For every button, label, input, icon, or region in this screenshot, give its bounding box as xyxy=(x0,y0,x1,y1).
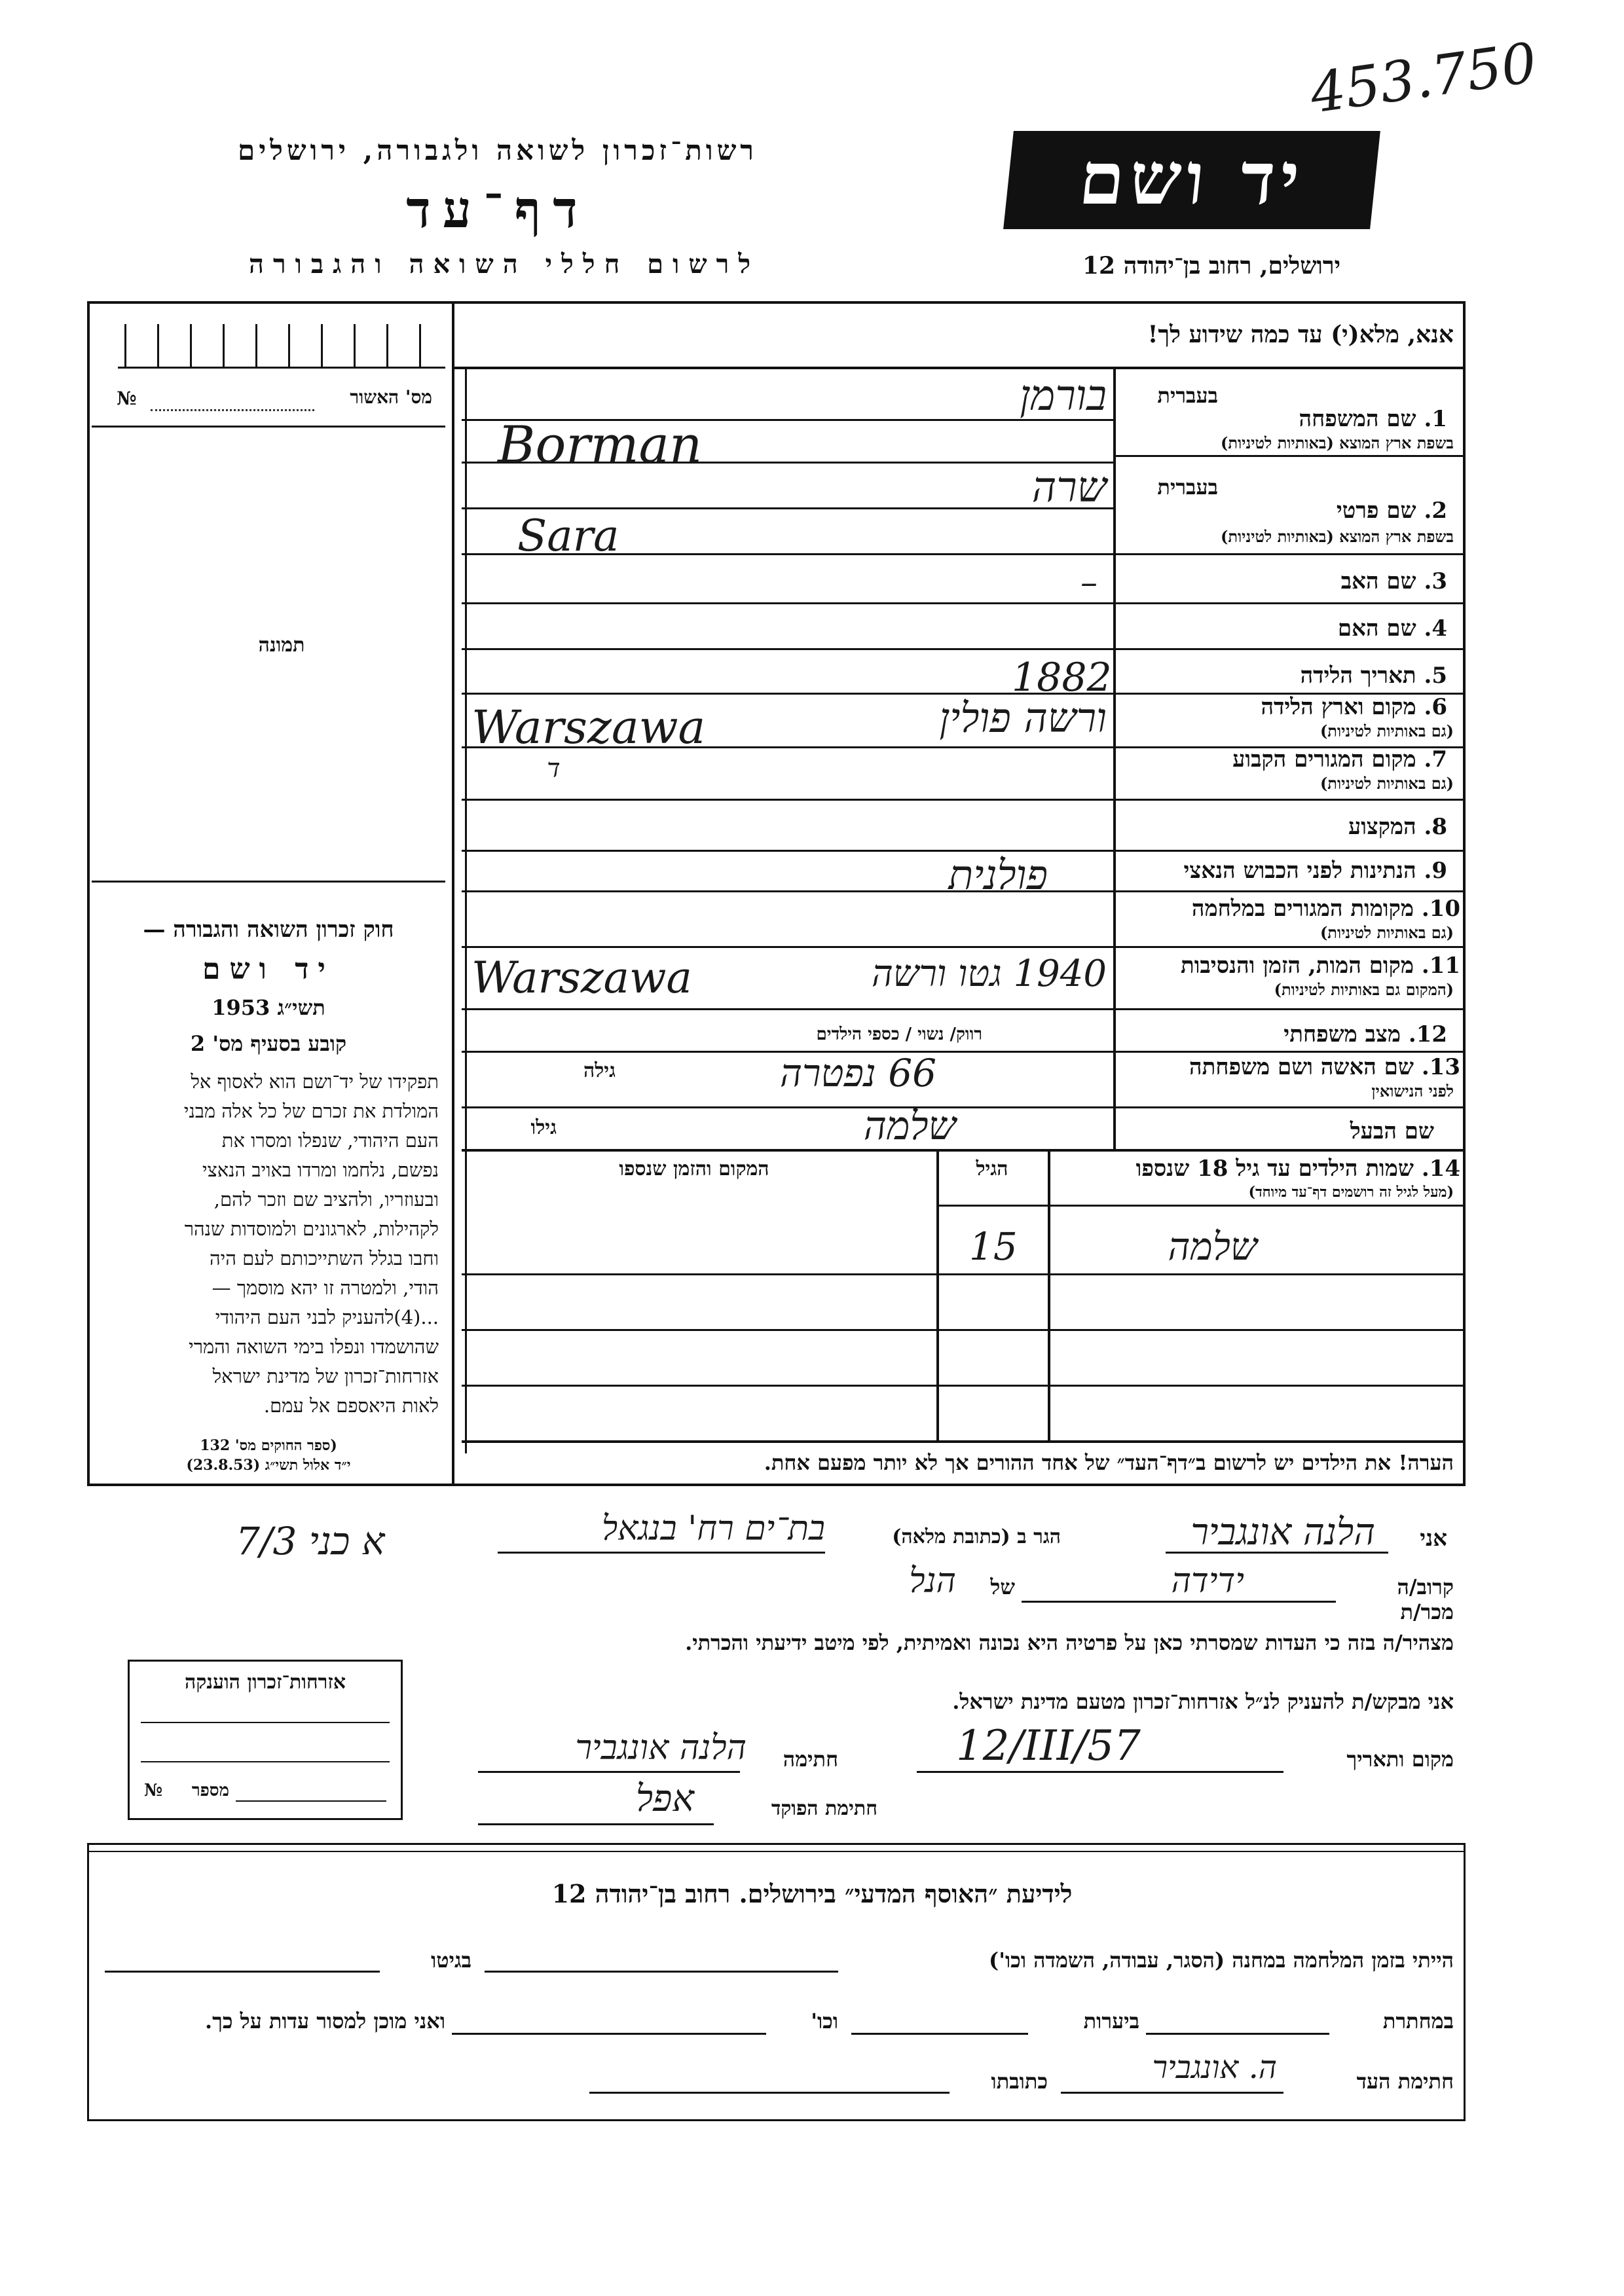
field-13-name: שם האשה ושם משפחתה xyxy=(1189,1054,1414,1080)
left-panel-inner-divider xyxy=(465,367,467,1453)
footer-willing-text: ואני מוכן למסור עדות על כך. xyxy=(204,2009,445,2033)
declarant-name[interactable]: הלנה אונגביר xyxy=(1190,1511,1375,1554)
field-12-name: מצב משפחתי xyxy=(1283,1021,1401,1048)
birth-date[interactable]: 1882 xyxy=(1012,655,1112,701)
row-line xyxy=(1113,1051,1466,1053)
signature-line xyxy=(478,1771,740,1773)
tick xyxy=(354,324,356,367)
footer-underground-label: במחתרת xyxy=(1382,2009,1454,2033)
place-date-label: מקום ותאריך xyxy=(1346,1747,1454,1772)
husband-label: שם הבעל xyxy=(1350,1118,1434,1144)
tick xyxy=(321,324,323,367)
declaration-date[interactable]: 12/III/57 xyxy=(956,1722,1141,1770)
form-instruction: אנא, מלא(י) עד כמה שידוע לך! xyxy=(1147,321,1454,348)
field-12-label xyxy=(1120,1021,1447,1048)
footer-camp-line xyxy=(485,1971,838,1973)
field-11-name: מקום המות, הזמן והנסיבות xyxy=(1180,953,1414,979)
footer-witness-signature-label: חתימת העד xyxy=(1356,2069,1454,2094)
footer-ghetto-label: בגיטו xyxy=(431,1948,471,1973)
declaration-resides: הגר ב (כתובת מלאה) xyxy=(892,1525,1061,1548)
field-8-name: המקצוע xyxy=(1348,814,1416,840)
death-place-latin[interactable]: Warszawa xyxy=(471,953,692,1003)
footer-info-title: לידיעת ״האוסף המדעי״ בירושלים. רחוב בן־יהודה 12 xyxy=(551,1879,1073,1908)
left-panel-divider xyxy=(452,301,454,1486)
child-name[interactable]: שלמה xyxy=(1168,1224,1257,1269)
photo-bottom-line xyxy=(92,881,445,883)
tick xyxy=(419,324,421,367)
row-line xyxy=(462,648,1466,650)
declarant-address[interactable]: בת־ים רח' בנגאל xyxy=(601,1509,825,1548)
field-7-num: 7. xyxy=(1424,746,1447,773)
certificate-line xyxy=(151,409,314,411)
law-line: תפקידו של יד־ושם הוא לאסוף אל xyxy=(191,1070,439,1093)
child-age[interactable]: 15 xyxy=(969,1224,1018,1269)
wife-age-label: גילה xyxy=(583,1059,616,1082)
field-10-label xyxy=(1120,896,1460,922)
field-3-label xyxy=(1120,568,1447,594)
children-row-line xyxy=(462,1385,1466,1387)
tick xyxy=(386,324,388,367)
law-title: חוק זכרון השואה והגבורה — xyxy=(143,917,394,943)
field-1-tag: בעברית xyxy=(1157,383,1218,408)
field-12-num: 12. xyxy=(1408,1021,1447,1048)
declaration-address-line xyxy=(498,1552,825,1554)
father-name[interactable]: – xyxy=(1080,563,1098,602)
surname-latin[interactable]: Borman xyxy=(498,416,703,475)
declaration-side-note: 7/א כני 3 xyxy=(236,1519,385,1563)
officer-signature[interactable]: אפל xyxy=(635,1777,694,1820)
of-label: של xyxy=(990,1575,1015,1599)
law-line: ...(4)להעניק לבני העם היהודי xyxy=(215,1306,439,1328)
birthplace-latin[interactable]: Warszawa xyxy=(471,701,706,754)
field-13-sub: לפני הנישואין xyxy=(1371,1082,1454,1101)
of-value[interactable]: הנל xyxy=(909,1561,956,1601)
ticks-base xyxy=(118,367,445,369)
footer-ghetto-line xyxy=(105,1971,380,1973)
archive-number: 453.750 xyxy=(1306,30,1541,126)
tick xyxy=(157,324,159,367)
field-7-sub: (גם באותיות לטיניות) xyxy=(1320,774,1454,793)
field-5-name: תאריך הלידה xyxy=(1300,663,1416,689)
law-line: העם היהודי, שנפלו ומסרו את xyxy=(221,1129,439,1152)
citizenship-title: אזרחות־זכרון הוענקה xyxy=(184,1671,346,1694)
citizenship-number-label: מספר xyxy=(191,1781,229,1800)
row-line xyxy=(462,1106,1466,1108)
declaration-i: אני xyxy=(1420,1525,1447,1552)
field-1-num: 1. xyxy=(1424,406,1447,432)
signature-label: חתימה xyxy=(783,1747,838,1772)
footer-etc-label: וכו' xyxy=(811,2009,838,2033)
footer-witness-signature[interactable]: ה. אונגביר xyxy=(1152,2049,1277,2086)
children-title: שמות הילדים עד גיל 18 שנספו xyxy=(1135,1156,1414,1182)
page-title: דף־עד xyxy=(406,180,589,240)
row-line xyxy=(462,602,1466,604)
footer-address-label: כתובתו xyxy=(991,2069,1048,2094)
field-3-num: 3. xyxy=(1424,568,1447,594)
instruction-underline xyxy=(452,367,1466,369)
field-5-num: 5. xyxy=(1424,663,1447,689)
tick xyxy=(223,324,225,367)
field-10-num: 10. xyxy=(1421,896,1460,922)
row-line xyxy=(462,1149,1466,1152)
law-line: לאות היאספם אל עמם. xyxy=(263,1394,439,1417)
firstname-latin[interactable]: Sara xyxy=(517,511,619,561)
children-sub: (מעל לגיל זה רושמים דף־עד מיוחד) xyxy=(1248,1184,1454,1201)
row-line xyxy=(462,946,1466,948)
footer-top-double xyxy=(87,1851,1466,1852)
children-label xyxy=(1054,1156,1460,1182)
citizenship-number-line xyxy=(236,1800,386,1802)
footer-camp-text: הייתי בזמן המלחמה במחנה (הסגר, עבודה, השמדה וכו') xyxy=(989,1948,1454,1973)
declarant-signature[interactable]: הלנה אונגביר xyxy=(575,1728,747,1768)
residence[interactable]: ד xyxy=(547,754,561,784)
field-11-num: 11. xyxy=(1421,953,1460,979)
field-13-num: 13. xyxy=(1421,1054,1460,1080)
field-1-label xyxy=(1120,406,1447,432)
field-2-tag: בעברית xyxy=(1157,475,1218,500)
field-4-name: שם האם xyxy=(1337,615,1416,642)
field-8-label xyxy=(1120,814,1447,840)
field-11-label xyxy=(1120,953,1460,979)
row-line xyxy=(1113,455,1466,457)
citizenship-line xyxy=(141,1761,390,1762)
relative-line xyxy=(1022,1601,1336,1603)
row-line xyxy=(462,799,1466,801)
marital-options: רווק/ נשוי / כספי הילדים xyxy=(816,1025,982,1044)
law-line: אזרחות־זכרון של מדינת ישראל xyxy=(212,1365,439,1387)
row-line xyxy=(1113,553,1466,555)
relative-value[interactable]: ידידה xyxy=(1171,1561,1244,1601)
surname-hebrew[interactable]: בורמן xyxy=(1020,372,1107,420)
footer-underground-line xyxy=(1146,2033,1329,2035)
nationality[interactable]: פולנית xyxy=(948,851,1048,899)
field-2-sub: בשפת ארץ המוצא (באותיות לטיניות) xyxy=(1221,527,1454,546)
footer-etc-line xyxy=(452,2033,766,2035)
law-line: וחבו בגלל השתייכותם לעם היה xyxy=(209,1247,439,1269)
children-note: הערה! את הילדים יש לרשום ב״דף־העד״ של אחד ההורים אך לא יותר מפעם אחת. xyxy=(764,1450,1454,1475)
footer-witness-line xyxy=(1061,2092,1283,2094)
cert-bottom-line xyxy=(92,426,445,428)
law-line: המולדת את זכרם של כל אלה מבני xyxy=(183,1100,439,1122)
field-6-num: 6. xyxy=(1424,694,1447,720)
field-11-sub: (המקום גם באותיות לטיניות) xyxy=(1274,980,1454,999)
field-3-name: שם האב xyxy=(1340,568,1416,594)
relative-label: קרוב/ה מכר/ת xyxy=(1397,1575,1454,1624)
children-row-line xyxy=(462,1273,1466,1275)
field-2-label xyxy=(1120,498,1447,524)
field-5-label xyxy=(1120,663,1447,689)
footer-forests-label: ביערות xyxy=(1083,2009,1139,2033)
row-line xyxy=(462,1008,1466,1010)
subtitle: לרשום חללי השואה והגבורה xyxy=(248,249,760,280)
field-7-label xyxy=(1120,746,1447,773)
yad-vashem-logo xyxy=(1003,131,1380,229)
law-reference-1: (ספר החוקים מס' 132 xyxy=(200,1437,337,1454)
law-year: תשי״ג 1953 xyxy=(212,995,325,1020)
authority-name: רשות־זכרון לשואה ולגבורה, ירושלים xyxy=(238,134,758,166)
field-6-name: מקום וארץ הלידה xyxy=(1261,694,1416,720)
firstname-hebrew[interactable]: שרה xyxy=(1031,464,1107,512)
field-4-label xyxy=(1120,615,1447,642)
law-line: לקהילות, לארגונים ולמוסדות שנהר xyxy=(184,1218,439,1240)
wife-value[interactable]: 66 נפטרה xyxy=(779,1051,936,1095)
field-1-name: שם המשפחה xyxy=(1299,406,1416,432)
field-2-name: שם פרטי xyxy=(1336,498,1416,524)
children-place-header: המקום והזמן שנספו xyxy=(619,1157,769,1180)
children-num: 14. xyxy=(1421,1156,1460,1182)
date-line xyxy=(917,1771,1283,1773)
declaration-request: אני מבקש/ת להעניק לנ״ל אזרחות־זכרון מטעם מדינת ישראל. xyxy=(952,1689,1454,1714)
label-column-divider xyxy=(1113,367,1116,1149)
declaration-statement: מצהיר/ה בזה כי העדות שמסרתי כאן על פרטיה היא נכונה ואמיתית, לפי מיטב ידיעתי והכרתי. xyxy=(685,1630,1454,1655)
law-line: ובעוזריו, ולהציב שם וזכר להם, xyxy=(213,1188,439,1211)
field-7-name: מקום המגורים הקבוע xyxy=(1232,746,1416,773)
field-1-sub: בשפת ארץ המוצא (באותיות לטיניות) xyxy=(1221,433,1454,452)
law-reference-2: י״ד אלול תשי״ג (23.8.53) xyxy=(186,1457,351,1474)
certificate-label: מס' האשור xyxy=(350,386,432,408)
field-10-name: מקומות המגורים במלחמה xyxy=(1191,896,1414,922)
certificate-no: № xyxy=(117,388,137,409)
citizenship-no: № xyxy=(144,1781,163,1800)
footer-forests-line xyxy=(851,2033,1028,2035)
field-6-label xyxy=(1120,694,1447,720)
death-place-hebrew[interactable]: 1940 גטו ורשה xyxy=(871,953,1107,995)
footer-address-line xyxy=(589,2092,950,2094)
field-9-name: הנתינות לפני הכבוש הנאצי xyxy=(1183,858,1416,884)
citizenship-line xyxy=(141,1722,390,1723)
children-age-header: הגיל xyxy=(976,1157,1008,1180)
field-8-num: 8. xyxy=(1424,814,1447,840)
institute-address: ירושלים, רחוב בן־יהודה 12 xyxy=(1082,252,1341,280)
law-clause: קובע בסעיף מס' 2 xyxy=(190,1031,347,1056)
field-9-label xyxy=(1120,858,1447,884)
officer-label: חתימת הפוקד xyxy=(771,1797,877,1820)
field-13-label xyxy=(1120,1054,1460,1080)
children-header-line xyxy=(939,1205,1466,1207)
law-line: נפשם, נלחמו ומרדו באויב הנאצי xyxy=(202,1159,439,1181)
field-10-sub: (גם באותיות לטיניות) xyxy=(1320,923,1454,942)
field-2-num: 2. xyxy=(1424,498,1447,524)
tick xyxy=(190,324,192,367)
birthplace-hebrew[interactable]: ורשה פולין xyxy=(939,694,1107,742)
children-row-line xyxy=(462,1440,1466,1443)
husband-age-label: גילו xyxy=(530,1116,557,1139)
field-6-sub: (גם באותיות לטיניות) xyxy=(1320,721,1454,740)
children-row-line xyxy=(462,1329,1466,1331)
law-text xyxy=(98,1067,439,1421)
tick xyxy=(255,324,257,367)
husband-value[interactable]: שלמה xyxy=(863,1103,956,1149)
logo-text: יד ושם xyxy=(1075,136,1309,221)
children-col-divider xyxy=(1048,1149,1050,1440)
law-name: יד ושם xyxy=(202,953,335,986)
officer-line xyxy=(478,1823,714,1825)
photo-label: תמונה xyxy=(258,634,305,657)
law-line: הודי, ולמטרה זו יהא מוסמך — xyxy=(212,1277,439,1299)
tick xyxy=(124,324,126,367)
field-4-num: 4. xyxy=(1424,615,1447,642)
tick xyxy=(288,324,290,367)
law-line: שהושמדו ונפלו בימי השואה והמרי xyxy=(189,1336,439,1358)
field-9-num: 9. xyxy=(1424,858,1447,884)
children-col-divider xyxy=(936,1149,939,1440)
